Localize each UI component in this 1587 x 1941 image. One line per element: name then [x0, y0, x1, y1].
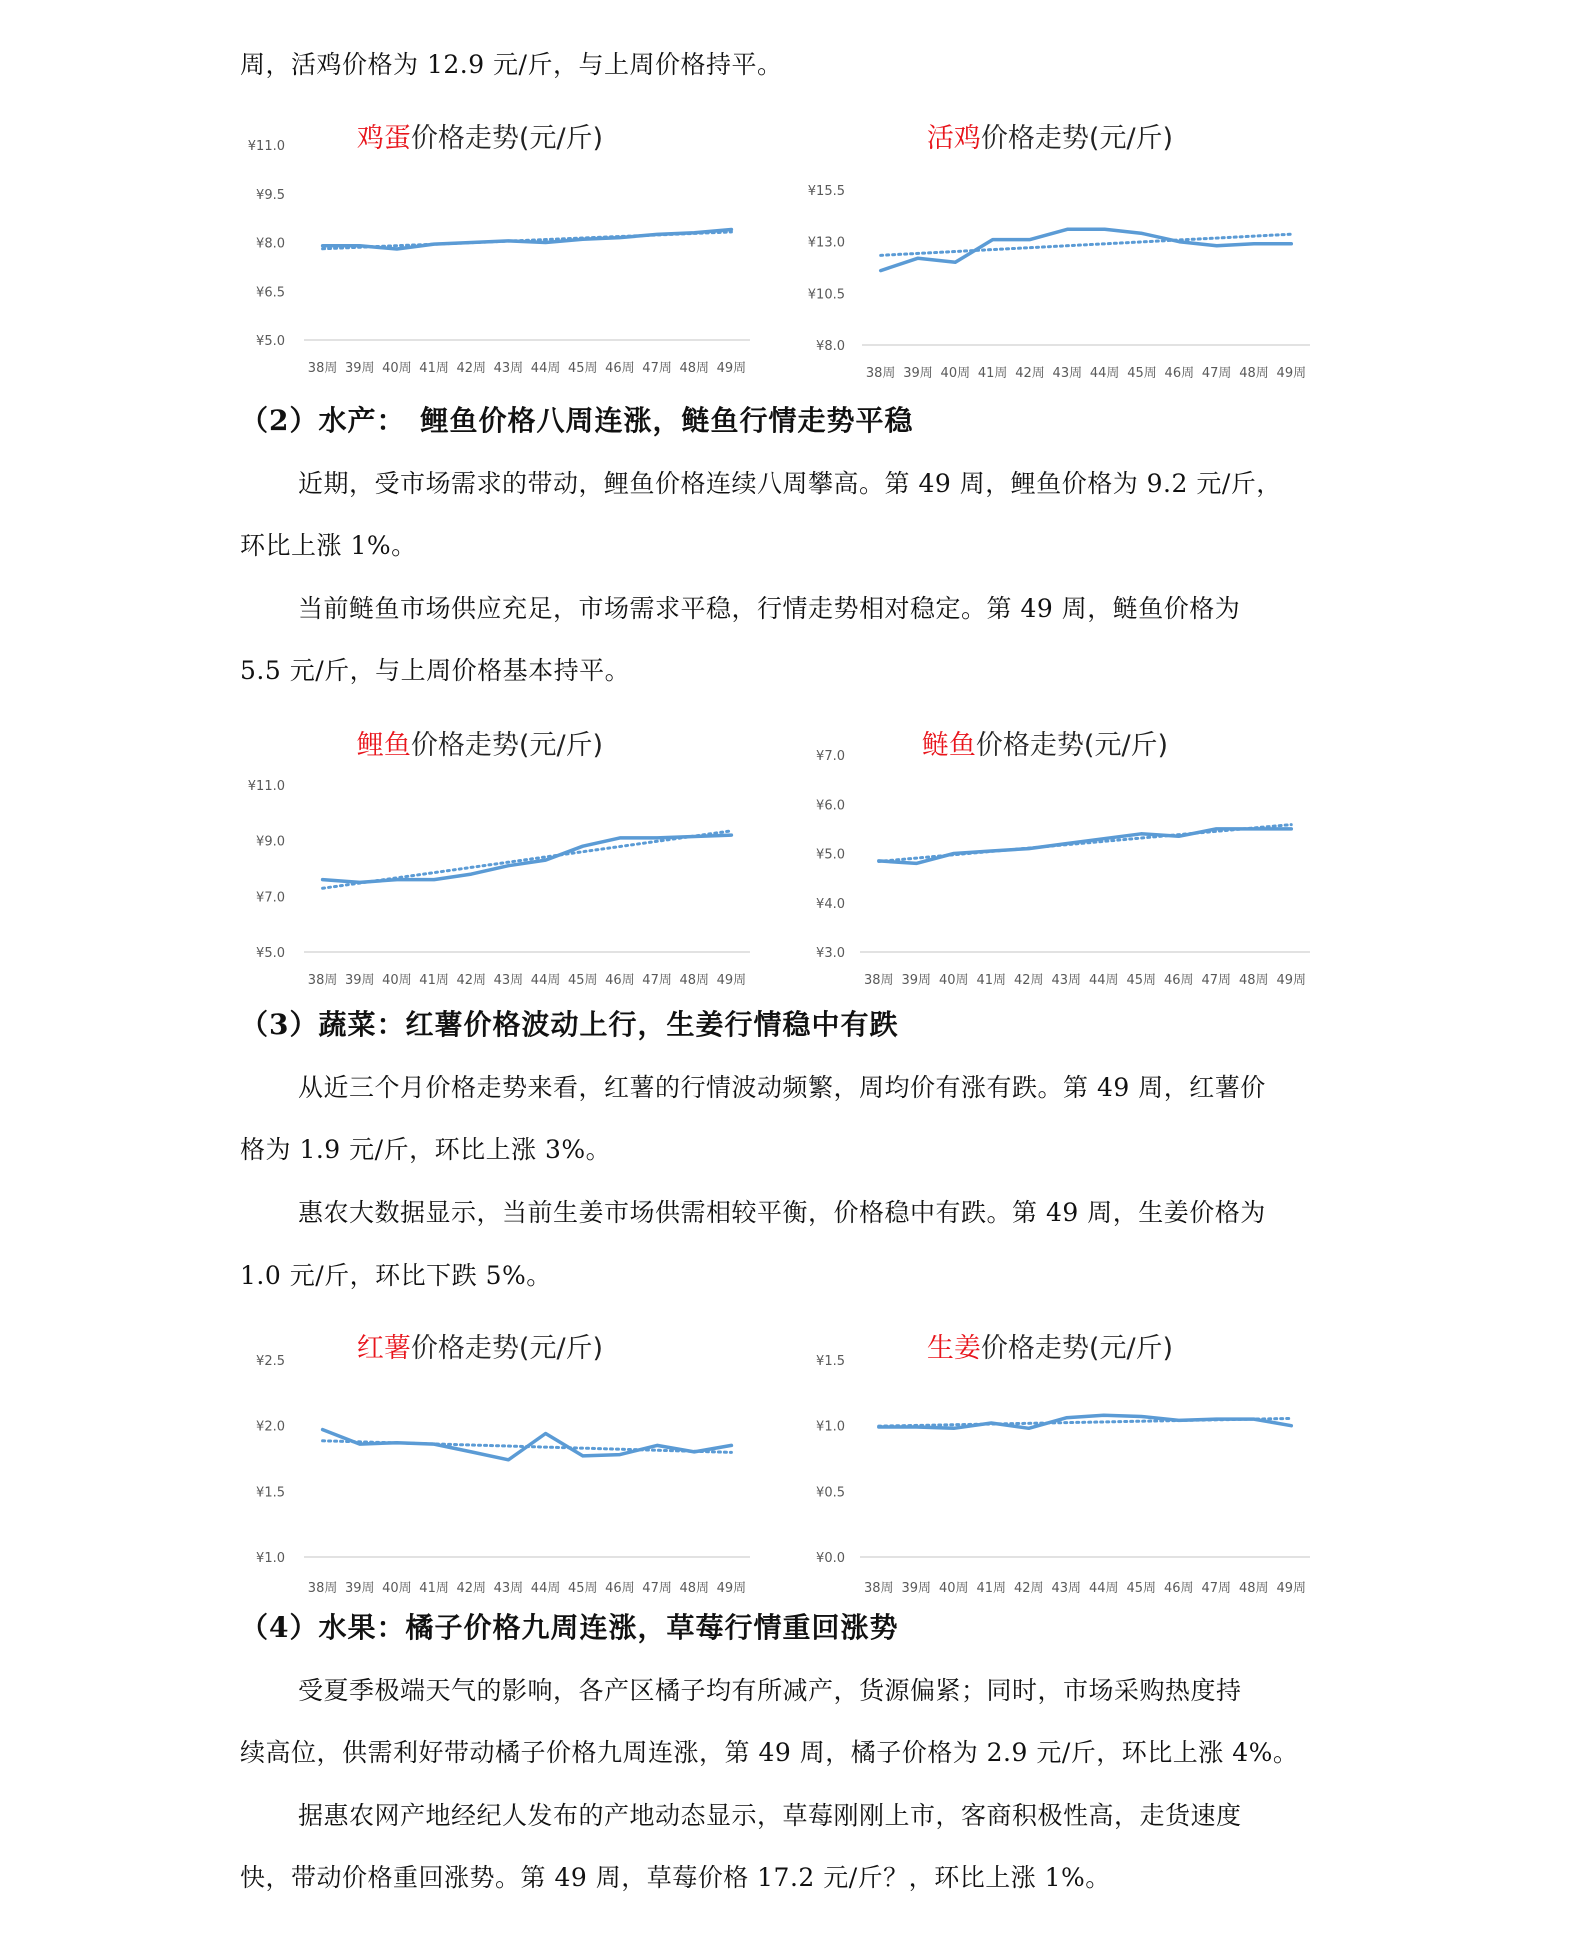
- y-tick-label: ¥4.0: [816, 896, 845, 912]
- chart-title-highlight: 鲤鱼: [356, 730, 411, 761]
- x-tick-label: 46周: [605, 973, 635, 988]
- x-tick-label: 41周: [419, 361, 449, 376]
- x-tick-label: 39周: [901, 1581, 932, 1596]
- paragraph-carp-1: 近期，受市场需求的带动，鲤鱼价格连续八周攀高。第 49 周，鲤鱼价格为 9.2 元/斤，: [298, 469, 1282, 498]
- x-tick-label: 39周: [903, 366, 933, 381]
- x-tick-label: 41周: [976, 973, 1007, 988]
- x-tick-label: 42周: [456, 973, 487, 988]
- x-tick-label: 47周: [1201, 973, 1232, 988]
- x-tick-label: 48周: [679, 973, 710, 988]
- x-tick-label: 43周: [493, 1581, 524, 1596]
- x-tick-label: 39周: [344, 1581, 375, 1596]
- y-tick-label: ¥10.5: [807, 287, 845, 303]
- x-tick-label: 38周: [307, 361, 338, 376]
- x-tick-label: 38周: [307, 973, 338, 988]
- y-tick-label: ¥2.0: [256, 1419, 285, 1435]
- paragraph-sweet-potato-2: 格为 1.9 元/斤，环比上涨 3%。: [240, 1135, 612, 1164]
- x-tick-label: 41周: [419, 1581, 449, 1596]
- y-tick-label: ¥5.0: [816, 847, 845, 863]
- carp-price-chart: [240, 722, 760, 992]
- x-tick-label: 42周: [1013, 973, 1044, 988]
- x-tick-label: 38周: [865, 366, 896, 381]
- x-tick-label: 48周: [1239, 366, 1269, 381]
- paragraph-strawberry-1: 据惠农网产地经纪人发布的产地动态显示，草莓刚刚上市，客商积极性高，走货速度: [298, 1801, 1242, 1830]
- x-tick-label: 49周: [716, 361, 747, 376]
- chart-title: [922, 730, 1168, 761]
- x-tick-label: 46周: [605, 361, 635, 376]
- sweet-potato-price-svg: [240, 1325, 760, 1600]
- y-tick-label: ¥9.0: [256, 834, 285, 850]
- x-tick-label: 39周: [901, 973, 932, 988]
- x-tick-label: 45周: [1126, 973, 1157, 988]
- x-tick-label: 44周: [1089, 366, 1120, 381]
- section-heading-aquatic: （2）水产： 鲤鱼价格八周连涨，鲢鱼行情走势平稳: [240, 404, 914, 437]
- x-tick-label: 47周: [642, 361, 672, 376]
- x-tick-label: 44周: [530, 973, 561, 988]
- x-tick-label: 40周: [382, 973, 412, 988]
- y-tick-label: ¥3.0: [816, 946, 845, 961]
- x-tick-label: 42周: [1015, 366, 1045, 381]
- chart-title-highlight: 鲢鱼: [921, 730, 976, 761]
- x-tick-label: 43周: [493, 361, 524, 376]
- chart-title-highlight: 生姜: [926, 1333, 981, 1364]
- x-tick-label: 49周: [1276, 973, 1307, 988]
- ginger-price-chart: [800, 1325, 1320, 1600]
- x-tick-label: 41周: [977, 366, 1008, 381]
- paragraph-ginger-2: 1.0 元/斤，环比下跌 5%。: [240, 1261, 552, 1290]
- x-tick-label: 46周: [605, 1581, 635, 1596]
- paragraph-strawberry-2: 快，带动价格重回涨势。第 49 周，草莓价格 17.2 元/斤？，环比上涨 1%。: [240, 1863, 1111, 1892]
- chart-title: [927, 1333, 1173, 1364]
- y-tick-label: ¥1.0: [816, 1419, 845, 1435]
- x-tick-label: 45周: [567, 361, 598, 376]
- chart-title-highlight: 活鸡: [926, 123, 981, 154]
- x-tick-label: 38周: [863, 973, 894, 988]
- carp-price-svg: [240, 722, 760, 992]
- x-tick-label: 42周: [1013, 1581, 1044, 1596]
- x-tick-label: 41周: [419, 973, 449, 988]
- x-tick-label: 49周: [1276, 1581, 1307, 1596]
- live-chicken-price-svg: [800, 115, 1320, 385]
- x-tick-label: 44周: [1088, 1581, 1119, 1596]
- y-tick-label: ¥5.0: [256, 946, 285, 961]
- egg-price-svg: [240, 115, 760, 385]
- x-tick-label: 40周: [938, 1581, 969, 1596]
- price-series-line: [323, 1430, 732, 1460]
- y-tick-label: ¥7.0: [816, 749, 845, 764]
- silver-carp-price-chart: [800, 722, 1320, 992]
- x-tick-label: 38周: [307, 1581, 338, 1596]
- x-tick-label: 40周: [382, 1581, 412, 1596]
- x-tick-label: 48周: [679, 361, 710, 376]
- x-tick-label: 40周: [938, 973, 969, 988]
- chart-title-rest: 价格走势(元/斤): [410, 123, 604, 154]
- x-tick-label: 43周: [1051, 1581, 1082, 1596]
- silver-carp-price-svg: [800, 722, 1320, 992]
- y-tick-label: ¥2.5: [256, 1354, 285, 1369]
- chart-title-rest: 价格走势(元/斤): [975, 730, 1169, 761]
- egg-price-chart: [240, 115, 760, 385]
- x-tick-label: 39周: [344, 973, 375, 988]
- chart-title-highlight: 红薯: [356, 1333, 411, 1364]
- x-tick-label: 49周: [1276, 366, 1307, 381]
- price-series-line: [879, 829, 1292, 864]
- x-tick-label: 49周: [716, 973, 747, 988]
- x-tick-label: 43周: [1052, 366, 1083, 381]
- x-tick-label: 48周: [679, 1581, 710, 1596]
- x-tick-label: 46周: [1163, 973, 1194, 988]
- price-series-line: [881, 229, 1292, 270]
- x-tick-label: 44周: [1088, 973, 1119, 988]
- x-tick-label: 47周: [642, 973, 672, 988]
- y-tick-label: ¥11.0: [247, 139, 285, 154]
- ginger-price-svg: [800, 1325, 1320, 1600]
- x-tick-label: 40周: [940, 366, 971, 381]
- y-tick-label: ¥8.0: [256, 236, 285, 252]
- x-tick-label: 48周: [1238, 973, 1269, 988]
- section-heading-fruits: （4）水果：橘子价格九周连涨，草莓行情重回涨势: [240, 1611, 899, 1644]
- y-tick-label: ¥6.0: [816, 798, 845, 814]
- paragraph-silver-carp-1: 当前鲢鱼市场供应充足，市场需求平稳，行情走势相对稳定。第 49 周，鲢鱼价格为: [298, 594, 1241, 623]
- chart-title: [357, 730, 603, 761]
- x-tick-label: 45周: [1127, 366, 1157, 381]
- paragraph-sweet-potato-1: 从近三个月价格走势来看，红薯的行情波动频繁，周均价有涨有跌。第 49 周，红薯价: [298, 1073, 1266, 1102]
- x-tick-label: 44周: [530, 1581, 561, 1596]
- y-tick-label: ¥7.0: [256, 890, 285, 906]
- live-chicken-price-chart: [800, 115, 1320, 385]
- y-tick-label: ¥1.5: [256, 1485, 285, 1501]
- x-tick-label: 38周: [863, 1581, 894, 1596]
- x-tick-label: 46周: [1164, 366, 1195, 381]
- y-tick-label: ¥0.5: [816, 1485, 845, 1501]
- chart-title: [927, 123, 1173, 154]
- x-tick-label: 43周: [493, 973, 524, 988]
- x-tick-label: 47周: [1201, 1581, 1232, 1596]
- x-tick-label: 39周: [344, 361, 375, 376]
- y-tick-label: ¥5.0: [256, 334, 285, 349]
- x-tick-label: 47周: [1201, 366, 1232, 381]
- chart-title-rest: 价格走势(元/斤): [980, 123, 1174, 154]
- x-tick-label: 49周: [716, 1581, 747, 1596]
- x-tick-label: 44周: [530, 361, 561, 376]
- x-tick-label: 42周: [456, 361, 487, 376]
- paragraph-orange-1: 受夏季极端天气的影响，各产区橘子均有所减产，货源偏紧；同时，市场采购热度持: [298, 1676, 1242, 1705]
- chart-title: [357, 123, 603, 154]
- chart-title-rest: 价格走势(元/斤): [410, 730, 604, 761]
- x-tick-label: 47周: [642, 1581, 672, 1596]
- y-tick-label: ¥13.0: [807, 235, 845, 251]
- chart-title: [357, 1333, 603, 1364]
- section-heading-vegetables: （3）蔬菜：红薯价格波动上行，生姜行情稳中有跌: [240, 1008, 899, 1041]
- paragraph-carp-2: 环比上涨 1%。: [240, 531, 417, 560]
- x-tick-label: 41周: [976, 1581, 1007, 1596]
- y-tick-label: ¥6.5: [256, 285, 285, 301]
- x-tick-label: 43周: [1051, 973, 1082, 988]
- paragraph-silver-carp-2: 5.5 元/斤，与上周价格基本持平。: [240, 656, 631, 685]
- paragraph-ginger-1: 惠农大数据显示，当前生姜市场供需相较平衡，价格稳中有跌。第 49 周，生姜价格为: [298, 1198, 1266, 1227]
- y-tick-label: ¥0.0: [816, 1551, 845, 1566]
- x-tick-label: 46周: [1163, 1581, 1194, 1596]
- chart-title-rest: 价格走势(元/斤): [410, 1333, 604, 1364]
- y-tick-label: ¥9.5: [256, 187, 285, 203]
- x-tick-label: 45周: [567, 1581, 598, 1596]
- y-tick-label: ¥1.5: [816, 1354, 845, 1369]
- y-tick-label: ¥15.5: [807, 184, 845, 199]
- y-tick-label: ¥8.0: [816, 339, 845, 354]
- x-tick-label: 48周: [1238, 1581, 1269, 1596]
- x-tick-label: 45周: [1126, 1581, 1157, 1596]
- x-tick-label: 40周: [382, 361, 412, 376]
- chart-title-rest: 价格走势(元/斤): [980, 1333, 1174, 1364]
- chart-title-highlight: 鸡蛋: [356, 123, 411, 154]
- paragraph-orange-2: 续高位，供需利好带动橘子价格九周连涨，第 49 周，橘子价格为 2.9 元/斤，环比上涨 4%。: [240, 1738, 1299, 1767]
- y-tick-label: ¥1.0: [256, 1551, 285, 1566]
- x-tick-label: 45周: [567, 973, 598, 988]
- y-tick-label: ¥11.0: [247, 779, 285, 794]
- paragraph-live-chicken-end: 周，活鸡价格为 12.9 元/斤，与上周价格持平。: [240, 50, 783, 79]
- x-tick-label: 42周: [456, 1581, 487, 1596]
- sweet-potato-price-chart: [240, 1325, 760, 1600]
